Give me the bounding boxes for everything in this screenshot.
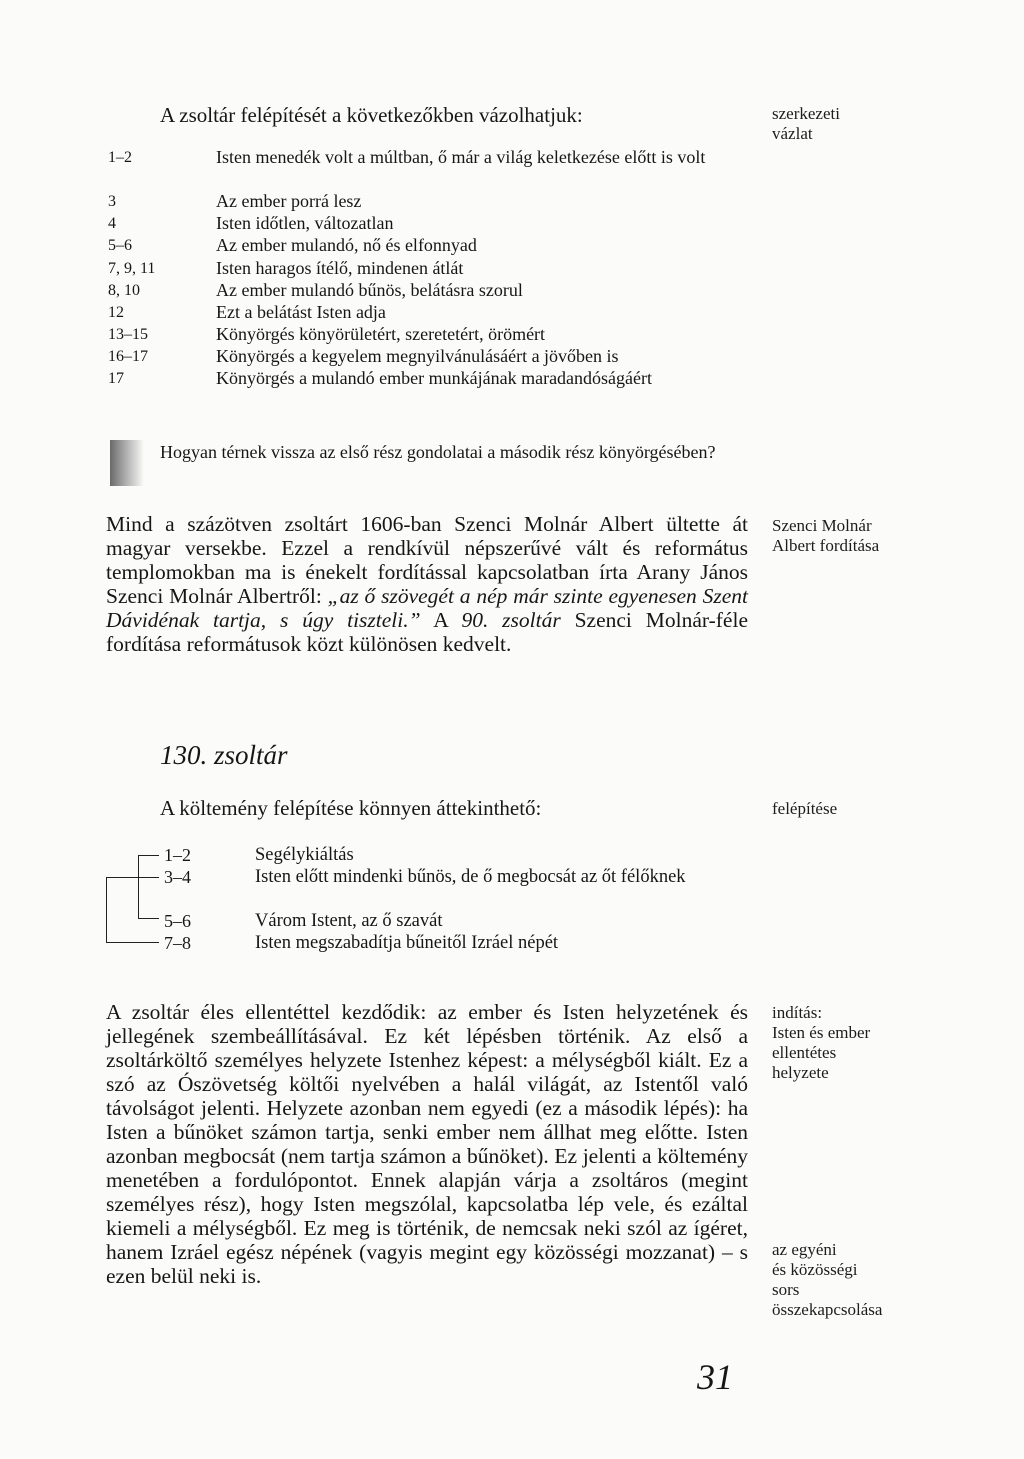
verse-summary: Az ember mulandó, nő és elfonnyad [216,235,477,255]
margin-note-structure-2: felépítése [772,799,838,818]
text-run: Szenci Molnár-féle fordítása reformátusok közt különösen kedvelt. [106,608,748,656]
verse-ref: 7, 9, 11 [108,260,156,277]
margin-note-line: sors [772,1280,800,1299]
text-run: Mind a százötven zsoltárt 1606-ban Szenci Molnár Albert ültette át magyar versekbe. Ezzel a rendkívül népszerűvé vált és református templomokban ma is énekelt fordítással kapcsolatban írta Arany János Szenci Molnár Albertről: [106,512,748,608]
verse-ref: 1–2 [164,845,191,865]
margin-note-line: szerkezeti [772,104,840,123]
paragraph-body: A zsoltár éles ellentéttel kezdődik: az ember és Isten helyzetének és jellegének szembeállításával. Ez két lépésben történik. Az első a zsoltárköltő személyes helyzete Istenhez képest: a mélységből kiált. Ez a szó az Ószövetség költői nyelvében a halál világát, az Istentől való távolságot jelenti. Helyzete azonban nem egyedi (ez a második lépés): ha Isten a bűnöket számon tartja, senki ember nem állhat meg előtte. Isten azonban megbocsát (nem tartja számon a bűnöket). Ez jelenti a költemény menetében a fordulópontot. Ennek alapján várja a zsoltáros (megint személyes rész), hogy Isten megszólal, kapcsolatba lép vele, és ezáltal kiemeli a mélységből. Ez meg is történik, de nemcsak neki szól az ígéret, hanem Izráel egész népének (vagyis megint egy közösségi mozzanat) – s ezen belül neki is. [106,1000,748,1288]
verse-summary: Isten menedék volt a múltban, ő már a világ keletkezése előtt is volt [216,147,706,167]
margin-note-fate [772,1240,882,1320]
margin-note-opening [772,1003,870,1083]
quote: „az ő szövegét a nép már szinte egyenesen Szent Dávidénak tartja, s úgy tiszteli.” [106,584,748,632]
verse-ref: 4 [108,215,116,232]
verse-summary: Isten megszabadítja bűneitől Izráel népét [255,933,559,953]
section-title: 130. zsoltár [160,740,288,770]
margin-note-line: Isten és ember [772,1023,871,1042]
margin-note-line: az egyéni [772,1240,837,1259]
margin-note-structure [772,104,840,144]
section-intro: A költemény felépítése könnyen áttekinthető: [160,796,542,820]
verse-ref: 7–8 [164,933,191,953]
verse-summary: Ezt a belátást Isten adja [216,302,386,322]
margin-note-line: ellentétes [772,1043,837,1062]
paragraph-body [106,512,748,656]
verse-summary: Isten időtlen, változatlan [216,213,394,233]
verse-summary: Várom Istent, az ő szavát [255,911,443,931]
verse-summary: Isten előtt mindenki bűnös, de ő megbocsát az őt félőknek [255,867,686,887]
margin-note-line: indítás: [772,1003,823,1022]
verse-ref: 8, 10 [108,282,140,299]
verse-summary: Könyörgés a mulandó ember munkájának maradandóságáért [216,368,653,388]
section-intro: A zsoltár felépítését a következőkben vázolhatjuk: [160,103,583,127]
paragraph-analysis [106,1000,748,1288]
verse-summary: Segélykiáltás [255,845,354,865]
verse-ref: 3–4 [164,867,191,887]
question-text: Hogyan térnek vissza az első rész gondolatai a második rész könyörgésében? [160,442,716,462]
margin-note-line: összekapcsolása [772,1300,883,1319]
verse-ref: 3 [108,193,116,210]
margin-note-line: vázlat [772,124,813,143]
margin-note-translation [772,516,879,556]
text-run: A [420,608,462,632]
verse-ref: 12 [108,304,124,321]
margin-note-line: és közösségi [772,1260,858,1279]
verse-summary: Könyörgés könyörületért, szeretetért, örömért [216,324,546,344]
verse-summary: Könyörgés a kegyelem megnyilvánulásáért a jövőben is [216,346,619,366]
verse-ref: 16–17 [108,348,148,365]
margin-note-line: Szenci Molnár [772,516,872,535]
psalm-reference: 90. zsoltár [461,608,561,632]
outline-bracket-outer [106,877,159,943]
verse-ref: 17 [108,370,124,387]
verse-summary: Az ember mulandó bűnös, belátásra szorul [216,280,523,300]
question-marker [110,440,144,486]
margin-note-line: helyzete [772,1063,829,1082]
paragraph-szenci [106,512,748,656]
verse-ref: 13–15 [108,326,148,343]
verse-summary: Az ember porrá lesz [216,191,362,211]
verse-summary: Isten haragos ítélő, mindenen átlát [216,258,464,278]
margin-note-line: Albert fordítása [772,536,880,555]
page-number: 31 [697,1357,733,1397]
verse-ref: 5–6 [164,911,191,931]
verse-ref: 5–6 [108,237,132,254]
verse-ref: 1–2 [108,149,132,166]
